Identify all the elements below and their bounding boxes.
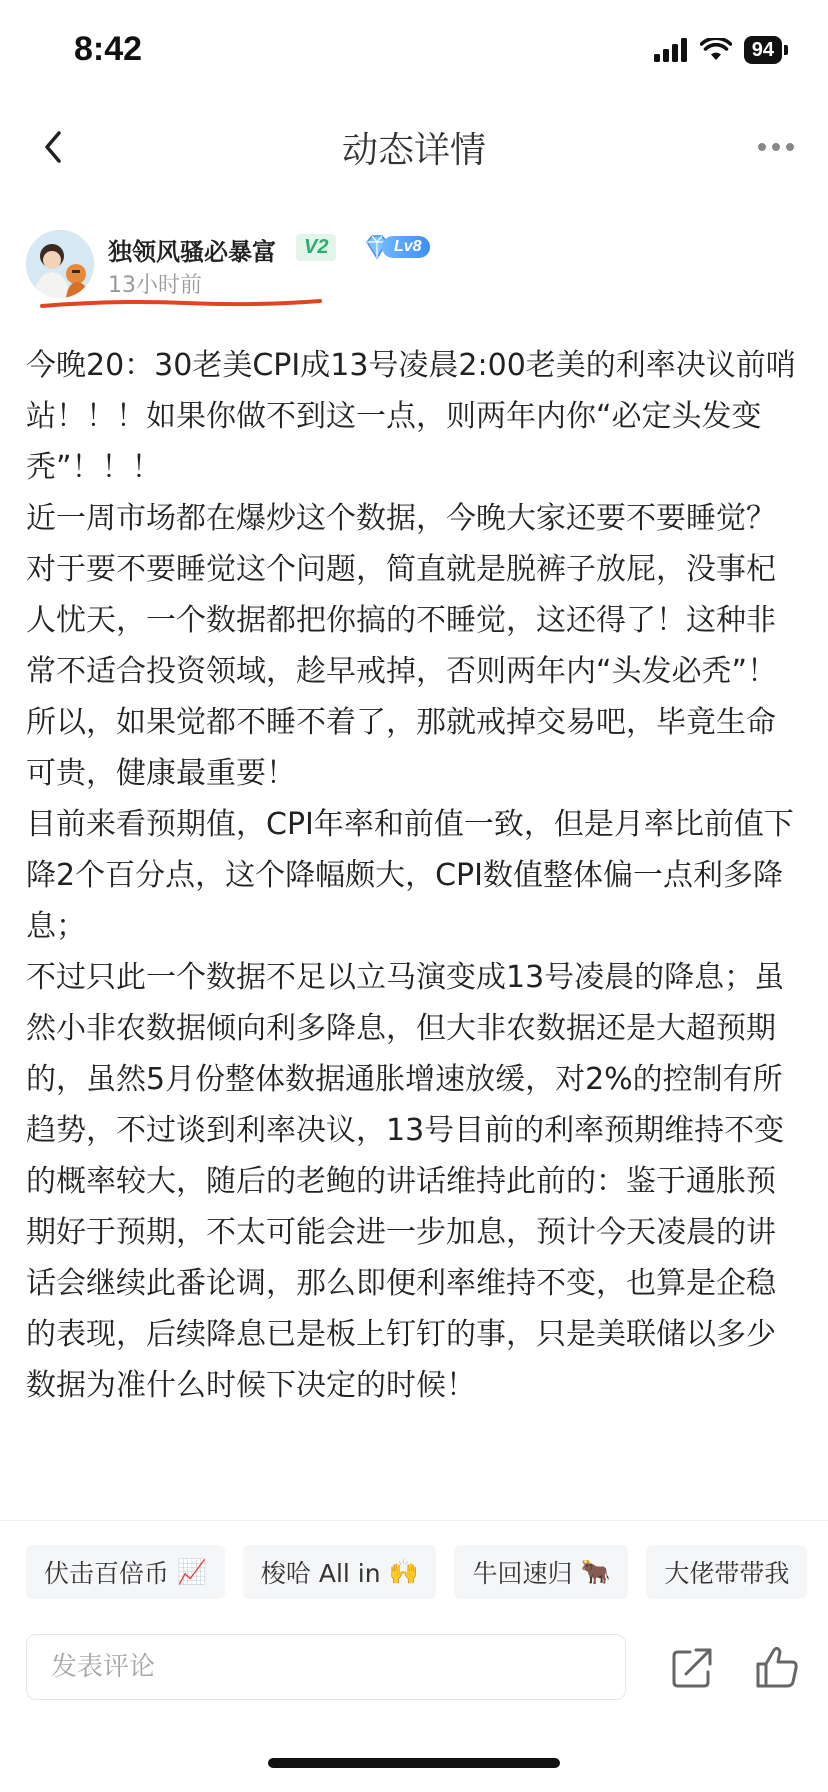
level-label: Lv8: [382, 236, 430, 258]
topic-tags-track: [26, 1545, 807, 1599]
tag-chip[interactable]: [454, 1545, 628, 1599]
avatar[interactable]: [26, 230, 94, 298]
author-name[interactable]: 独领风骚必暴富: [108, 238, 276, 266]
author-header: [26, 226, 806, 316]
share-icon: [668, 1642, 718, 1692]
ox-icon: 🐂: [580, 1558, 611, 1586]
signal-icon: [654, 38, 688, 62]
like-button[interactable]: [752, 1642, 802, 1692]
page-title: 动态详情: [341, 130, 486, 171]
avatar-illustration: [26, 230, 94, 298]
more-button[interactable]: [746, 122, 806, 172]
tag-chip[interactable]: [26, 1545, 225, 1599]
share-button[interactable]: [668, 1642, 718, 1692]
comment-input[interactable]: [26, 1634, 626, 1700]
status-time: 8:42: [74, 30, 143, 68]
post-paragraph: 目前来看预期值，CPI年率和前值一致，但是月率比前值下降2个百分点，这个降幅颇大，CPI数值整体偏一点利多降息；: [26, 807, 794, 944]
tag-label: 梭哈 All in: [260, 1559, 381, 1588]
more-dots-icon: [756, 141, 796, 153]
battery-level: 94: [744, 36, 782, 64]
wifi-icon: [700, 38, 732, 62]
post-paragraph: 今晚20：30老美CPI成13号凌晨2:00老美的利率决议前哨站！！！如果你做不到这一点，则两年内你“必定头发变秃”！！！: [26, 348, 796, 485]
comment-bar: [0, 1620, 828, 1720]
status-icons: [654, 36, 788, 64]
level-badge: [362, 230, 430, 264]
tag-chip[interactable]: [646, 1545, 807, 1599]
post-time: 13小时前: [108, 273, 202, 298]
thumbs-up-icon: [752, 1642, 802, 1692]
topic-tags: [0, 1520, 828, 1601]
tag-label: 大佬带带我: [664, 1559, 790, 1588]
chart-up-icon: 📈: [177, 1558, 207, 1586]
post-content: [26, 340, 796, 1411]
battery-icon: [744, 36, 788, 64]
post-paragraph: 近一周市场都在爆炒这个数据，今晚大家还要不要睡觉？对于要不要睡觉这个问题，简直就是脱裤子放屁，没事杞人忧天，一个数据都把你搞的不睡觉，这还得了！这种非常不适合投资领域，趁早戒掉，否则两年内“头发必秃”！所以，如果觉都不睡不着了，那就戒掉交易吧，毕竟生命可贵，健康最重要！: [26, 501, 778, 791]
tag-chip[interactable]: [243, 1545, 437, 1599]
raised-hands-icon: 🙌: [388, 1558, 419, 1586]
post-paragraph: 不过只此一个数据不足以立马演变成13号凌晨的降息；虽然小非农数据倾向利多降息，但大非农数据还是大超预期的，虽然5月份整体数据通胀增速放缓，对2%的控制有所趋势，不过谈到利率决议，13号目前的利率预期维持不变的概率较大，随后的老鲍的讲话维持此前的：鉴于通胀预期好于预期，不太可能会进一步加息，预计今天凌晨的讲话会继续此番论调，那么即便利率维持不变，也算是企稳的表现，后续降息已是板上钉钉的事，只是美联储以多少数据为准什么时候下决定的时候！: [26, 960, 785, 1403]
hand-drawn-underline: [36, 294, 326, 314]
status-bar: [0, 0, 828, 100]
tag-label: 牛回速归: [472, 1559, 573, 1588]
vip-badge: V2: [296, 234, 336, 261]
tag-label: 伏击百倍币: [44, 1559, 170, 1588]
home-indicator: [268, 1758, 560, 1768]
nav-bar: [0, 100, 828, 196]
